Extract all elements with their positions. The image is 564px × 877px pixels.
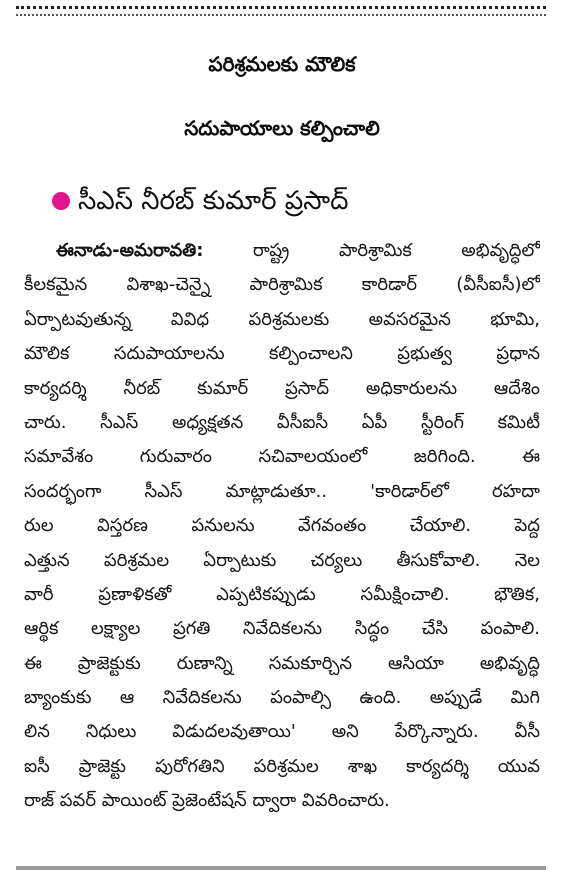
article-line-10: ఎత్తున పరిశ్రమల ఏర్పాటుకు చర్యలు తీసుకోవాలి. నెల	[24, 549, 540, 571]
byline: సీఎస్ నీరబ్ కుమార్ ప్రసాద్	[78, 186, 349, 216]
article-line-4: మౌలిక సదుపాయాలను కల్పించాలని ప్రభుత్వ ప్రధాన	[24, 343, 540, 365]
article-line-1-text: రాష్ట్ర పారిశ్రామిక అభివృద్ధిలో	[252, 240, 540, 261]
article-line-9: రుల విస్తరణ పనులను వేగవంతం చేయాలి. పెద్ద	[24, 515, 540, 537]
article-line-12: ఆర్థిక లక్ష్యాల ప్రగతి నివేదికలను సిద్ధం చేసి పంపాలి.	[24, 618, 540, 640]
article-line-1	[24, 234, 540, 268]
bottom-rule	[16, 866, 546, 870]
headline-line-2: సదుపాయాలు కల్పించాలి	[184, 116, 380, 140]
article-line-7: సమావేశం గురువారం సచివాలయంలో జరిగింది. ఈ	[24, 446, 540, 468]
top-dotted-rule	[16, 6, 546, 9]
byline-row	[52, 183, 532, 219]
top-dotted-rule-secondary	[16, 14, 546, 16]
article-line-16: ఐసీ ప్రాజెక్టు పురోగతిని పరిశ్రమల శాఖ కార్యదర్శి యువ	[24, 755, 540, 777]
bullet-dot-icon	[52, 192, 70, 210]
article-line-17: రాజ్ పవర్ పాయింట్ ప్రెజెంటేషన్ ద్వారా వివరించారు.	[24, 790, 390, 812]
article-line-15: లిన నిధులు విడుదలవుతాయి' అని పేర్కొన్నారు. వీసీ	[24, 721, 540, 743]
article-line-8: సందర్భంగా సీఎస్ మాట్లాడుతూ.. 'కారిడార్‌లో రహదా	[24, 480, 540, 502]
article-line-2: కీలకమైన విశాఖ-చెన్నై పారిశ్రామిక కారిడార్ (వీసీఐసీ)లో	[24, 274, 540, 296]
article-line-14: బ్యాంకుకు ఆ నివేదికలను పంపాల్సి ఉంది. అప్పుడే మిగి	[24, 687, 540, 709]
headline-line-1: పరిశ్రమలకు మౌలిక	[208, 52, 356, 76]
article-line-6: చారు. సీఎస్ అధ్యక్షతన వీసీఐసీ ఏపీ స్టీరింగ్ కమిటీ	[24, 411, 540, 433]
article-line-5: కార్యదర్శి నీరబ్ కుమార్ ప్రసాద్ అధికారులను ఆదేశిం	[24, 377, 540, 399]
article-line-13: ఈ ప్రాజెక్టుకు రుణాన్ని సమకూర్చిన ఆసియా అభివృద్ధి	[24, 652, 540, 674]
headline	[0, 32, 564, 160]
article-body	[24, 234, 540, 854]
dateline: ఈనాడు-అమరావతి:	[56, 240, 204, 261]
article-line-3: ఏర్పాటవుతున్న వివిధ పరిశ్రమలకు అవసరమైన భూమి,	[24, 308, 540, 330]
article-line-11: వారీ ప్రణాళికతో ఎప్పటికప్పుడు సమీక్షించాలి. భౌతిక,	[24, 583, 540, 605]
